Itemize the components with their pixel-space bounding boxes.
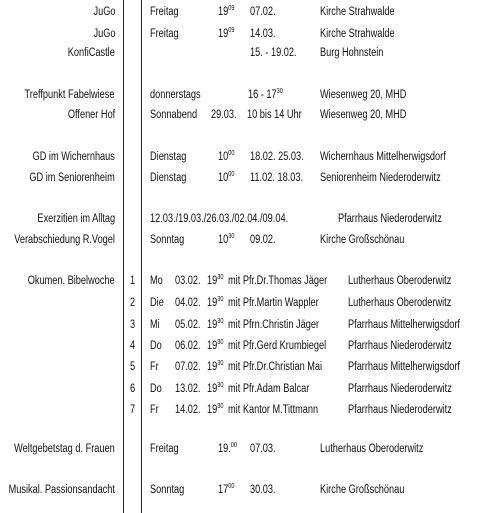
speaker: mit Pfr.Gerd Krumbiegel (228, 340, 327, 352)
event-place: Wiesenweg 20, MHD (320, 109, 407, 121)
event-name: JuGo (93, 6, 115, 18)
event-place: Pfarrhaus Mittelherwigsdorf (348, 319, 460, 331)
speaker: mit Pfr.Dr.Christian Mai (228, 361, 323, 373)
session-number: 3 (130, 319, 136, 331)
event-place: Kirche Strahwalde (320, 28, 395, 40)
event-time: $19^{30}$ (207, 296, 224, 309)
event-date: 14.02. (175, 404, 201, 416)
event-time: $17^{00}$ (218, 483, 235, 496)
event-date: 18.02. 25.03. (250, 151, 304, 163)
session-number: 2 (130, 297, 136, 309)
weekday: donnerstags (150, 89, 201, 101)
event-date: 04.02. (175, 297, 201, 309)
event-time: $19^{09}$ (218, 27, 235, 40)
speaker: mit Pfr.Dr.Thomas Jäger (228, 275, 328, 287)
speaker: mit Pfr.Martin Wappler (228, 297, 319, 309)
column-divider-right (141, 0, 142, 513)
event-place: Lutherhaus Oberoderwitz (348, 275, 452, 287)
session-number: 6 (130, 383, 136, 395)
event-place: Pfarrhaus Niederoderwitz (348, 383, 452, 395)
weekday: Dienstag (150, 151, 187, 163)
event-place: Pfarrhaus Niederoderwitz (348, 404, 452, 416)
event-time: $19^{30}$ (207, 360, 224, 373)
event-time: $19^{30}$ (207, 318, 224, 331)
event-name: Ökumen. Bibelwoche (28, 275, 115, 287)
speaker: mit Kantor M.Tittmann (228, 404, 319, 416)
weekday: Mo (150, 275, 163, 287)
event-name: JuGo (93, 28, 115, 40)
event-time: $10^{00}$ (218, 171, 235, 184)
session-number: 5 (130, 361, 136, 373)
event-name: Exerzitien im Alltag (37, 213, 115, 225)
event-date: 07.02. (250, 6, 276, 18)
event-date: 06.02. (175, 340, 201, 352)
event-date: 03.02. (175, 275, 201, 287)
event-place: Kirche Großschönau (320, 234, 405, 246)
weekday: Fr (150, 361, 159, 373)
event-date: 15. - 19.02. (250, 47, 297, 59)
event-time: $10^{00}$ (218, 150, 235, 163)
event-place: Lutherhaus Oberoderwitz (348, 297, 452, 309)
weekday: Fr (150, 404, 159, 416)
session-number: 4 (130, 340, 136, 352)
event-name: Treffpunkt Fabelwiese (24, 89, 115, 101)
weekday: Do (150, 340, 162, 352)
event-time: $16 - 17^{30}$ (248, 88, 283, 101)
event-place: Wiesenweg 20, MHD (320, 89, 407, 101)
event-name: Musikal. Passionsandacht (8, 484, 115, 496)
weekday: Sonntag (150, 234, 185, 246)
weekday: Do (150, 383, 162, 395)
event-place: Burg Hohnstein (320, 47, 384, 59)
event-place: Kirche Strahwalde (320, 6, 395, 18)
column-divider-left (123, 0, 124, 513)
weekday: Freitag (150, 6, 179, 18)
event-date: 09.02. (250, 234, 276, 246)
event-time: 10 bis 14 Uhr (247, 109, 302, 121)
event-name: Verabschiedung R.Vogel (14, 234, 115, 246)
event-time: $19^{30}$ (207, 339, 224, 352)
weekday: Mi (150, 319, 160, 331)
event-date: 14.03. (250, 28, 276, 40)
event-name: GD im Seniorenheim (29, 172, 115, 184)
event-time: 19.00 (218, 442, 238, 455)
event-name: GD im Wichernhaus (32, 151, 115, 163)
event-date: 11.02. 18.03. (250, 172, 304, 184)
weekday: Dienstag (150, 172, 187, 184)
speaker: mit Pfr.Adam Balcar (228, 383, 310, 395)
event-date: 29.03. (211, 109, 237, 121)
event-name: Weltgebetstag d. Frauen (14, 443, 115, 455)
event-place: Pfarrhaus Niederoderwitz (338, 213, 442, 225)
event-time: $19^{30}$ (207, 274, 224, 287)
weekday: Freitag (150, 28, 179, 40)
event-time: $19^{30}$ (207, 403, 224, 416)
speaker: mit Pfrn.Christin Jäger (228, 319, 320, 331)
event-place: Seniorenheim Niederoderwitz (320, 172, 441, 184)
session-number: 1 (130, 275, 136, 287)
session-number: 7 (130, 404, 136, 416)
event-time: $10^{30}$ (218, 233, 235, 246)
event-date: 05.02. (175, 319, 201, 331)
event-place: Lutherhaus Oberoderwitz (320, 443, 424, 455)
event-name: KonfiCastle (67, 47, 115, 59)
event-place: Pfarrhaus Niederoderwitz (348, 340, 452, 352)
event-date: 07.03. (250, 443, 276, 455)
event-date: 12.03./19.03./26.03./02.04./09.04. (150, 213, 289, 225)
weekday: Sonnabend (150, 109, 198, 121)
event-time: $19^{30}$ (207, 382, 224, 395)
event-name: Offener Hof (67, 109, 115, 121)
event-date: 13.02. (175, 383, 201, 395)
weekday: Sonntag (150, 484, 185, 496)
event-place: Wichernhaus Mittelherwigsdorf (320, 151, 446, 163)
event-date: 07.02. (175, 361, 201, 373)
event-time: $19^{09}$ (218, 5, 235, 18)
event-place: Kirche Großschönau (320, 484, 405, 496)
event-date: 30.03. (250, 484, 276, 496)
event-place: Pfarrhaus Mittelherwigsdorf (348, 361, 460, 373)
weekday: Die (150, 297, 164, 309)
weekday: Freitag (150, 443, 179, 455)
